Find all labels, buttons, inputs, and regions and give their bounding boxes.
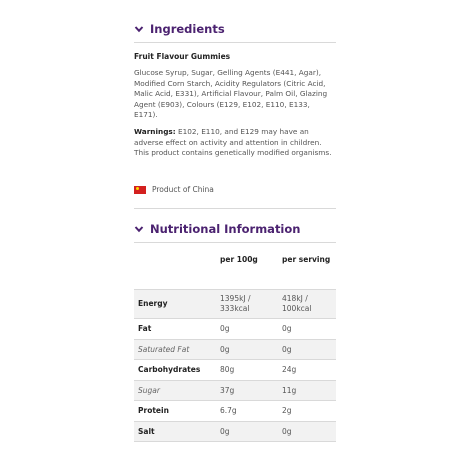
value-per-100g: 0g [216,339,278,360]
china-flag-icon [134,186,146,194]
value-per-serving: 0g [278,339,336,360]
column-header-per-serving: per serving [282,255,331,264]
row-label: Carbohydrates [134,360,216,381]
row-label: Sugar [134,380,216,401]
warnings-text [134,127,334,159]
row-label: Energy [134,290,216,319]
table-row [134,319,336,340]
table-row [134,401,336,422]
origin-label: Product of China [152,185,214,194]
table-row [134,380,336,401]
row-label: Fat [134,319,216,340]
row-label: Protein [134,401,216,422]
warnings-label: Warnings: [134,127,176,136]
value-per-serving: 0g [278,421,336,442]
value-per-100g: 80g [216,360,278,381]
ingredients-heading: Ingredients [150,22,225,36]
nutrition-heading: Nutritional Information [150,222,301,236]
column-header-label [134,255,216,290]
value-per-100g: 37g [216,380,278,401]
value-per-serving: 2g [278,401,336,422]
value-per-serving: 418kJ / 100kcal [278,290,336,319]
ingredients-toggle[interactable] [134,22,225,36]
value-per-100g: 6.7g [216,401,278,422]
table-row [134,339,336,360]
product-origin [134,185,214,194]
column-header-per-100g: per 100g [220,255,258,264]
divider [134,42,336,43]
value-per-serving: 24g [278,360,336,381]
chevron-down-icon [134,224,144,234]
value-per-serving: 11g [278,380,336,401]
row-label: Salt [134,421,216,442]
table-row [134,421,336,442]
divider [134,208,336,209]
value-per-100g: 0g [216,319,278,340]
warnings-body: E102, E110, and E129 may have an adverse effect on activity and attention in children. This product contains genetically modified organisms. [134,127,332,157]
product-name: Fruit Flavour Gummies [134,52,231,61]
chevron-down-icon [134,24,144,34]
table-row [134,290,336,319]
nutrition-toggle[interactable] [134,222,300,236]
divider [134,242,336,243]
ingredients-list: Glucose Syrup, Sugar, Gelling Agents (E441, Agar), Modified Corn Starch, Acidity Regulators (Citric Acid, Malic Acid, E331), Artificial Flavour, Palm Oil, Glazing Agent (E903), Colours (E129, E102, E110, E133, E171). [134,68,328,119]
table-row [134,360,336,381]
value-per-100g: 0g [216,421,278,442]
value-per-serving: 0g [278,319,336,340]
row-label: Saturated Fat [134,339,216,360]
value-per-100g: 1395kJ / 333kcal [216,290,278,319]
nutrition-table [134,255,336,442]
